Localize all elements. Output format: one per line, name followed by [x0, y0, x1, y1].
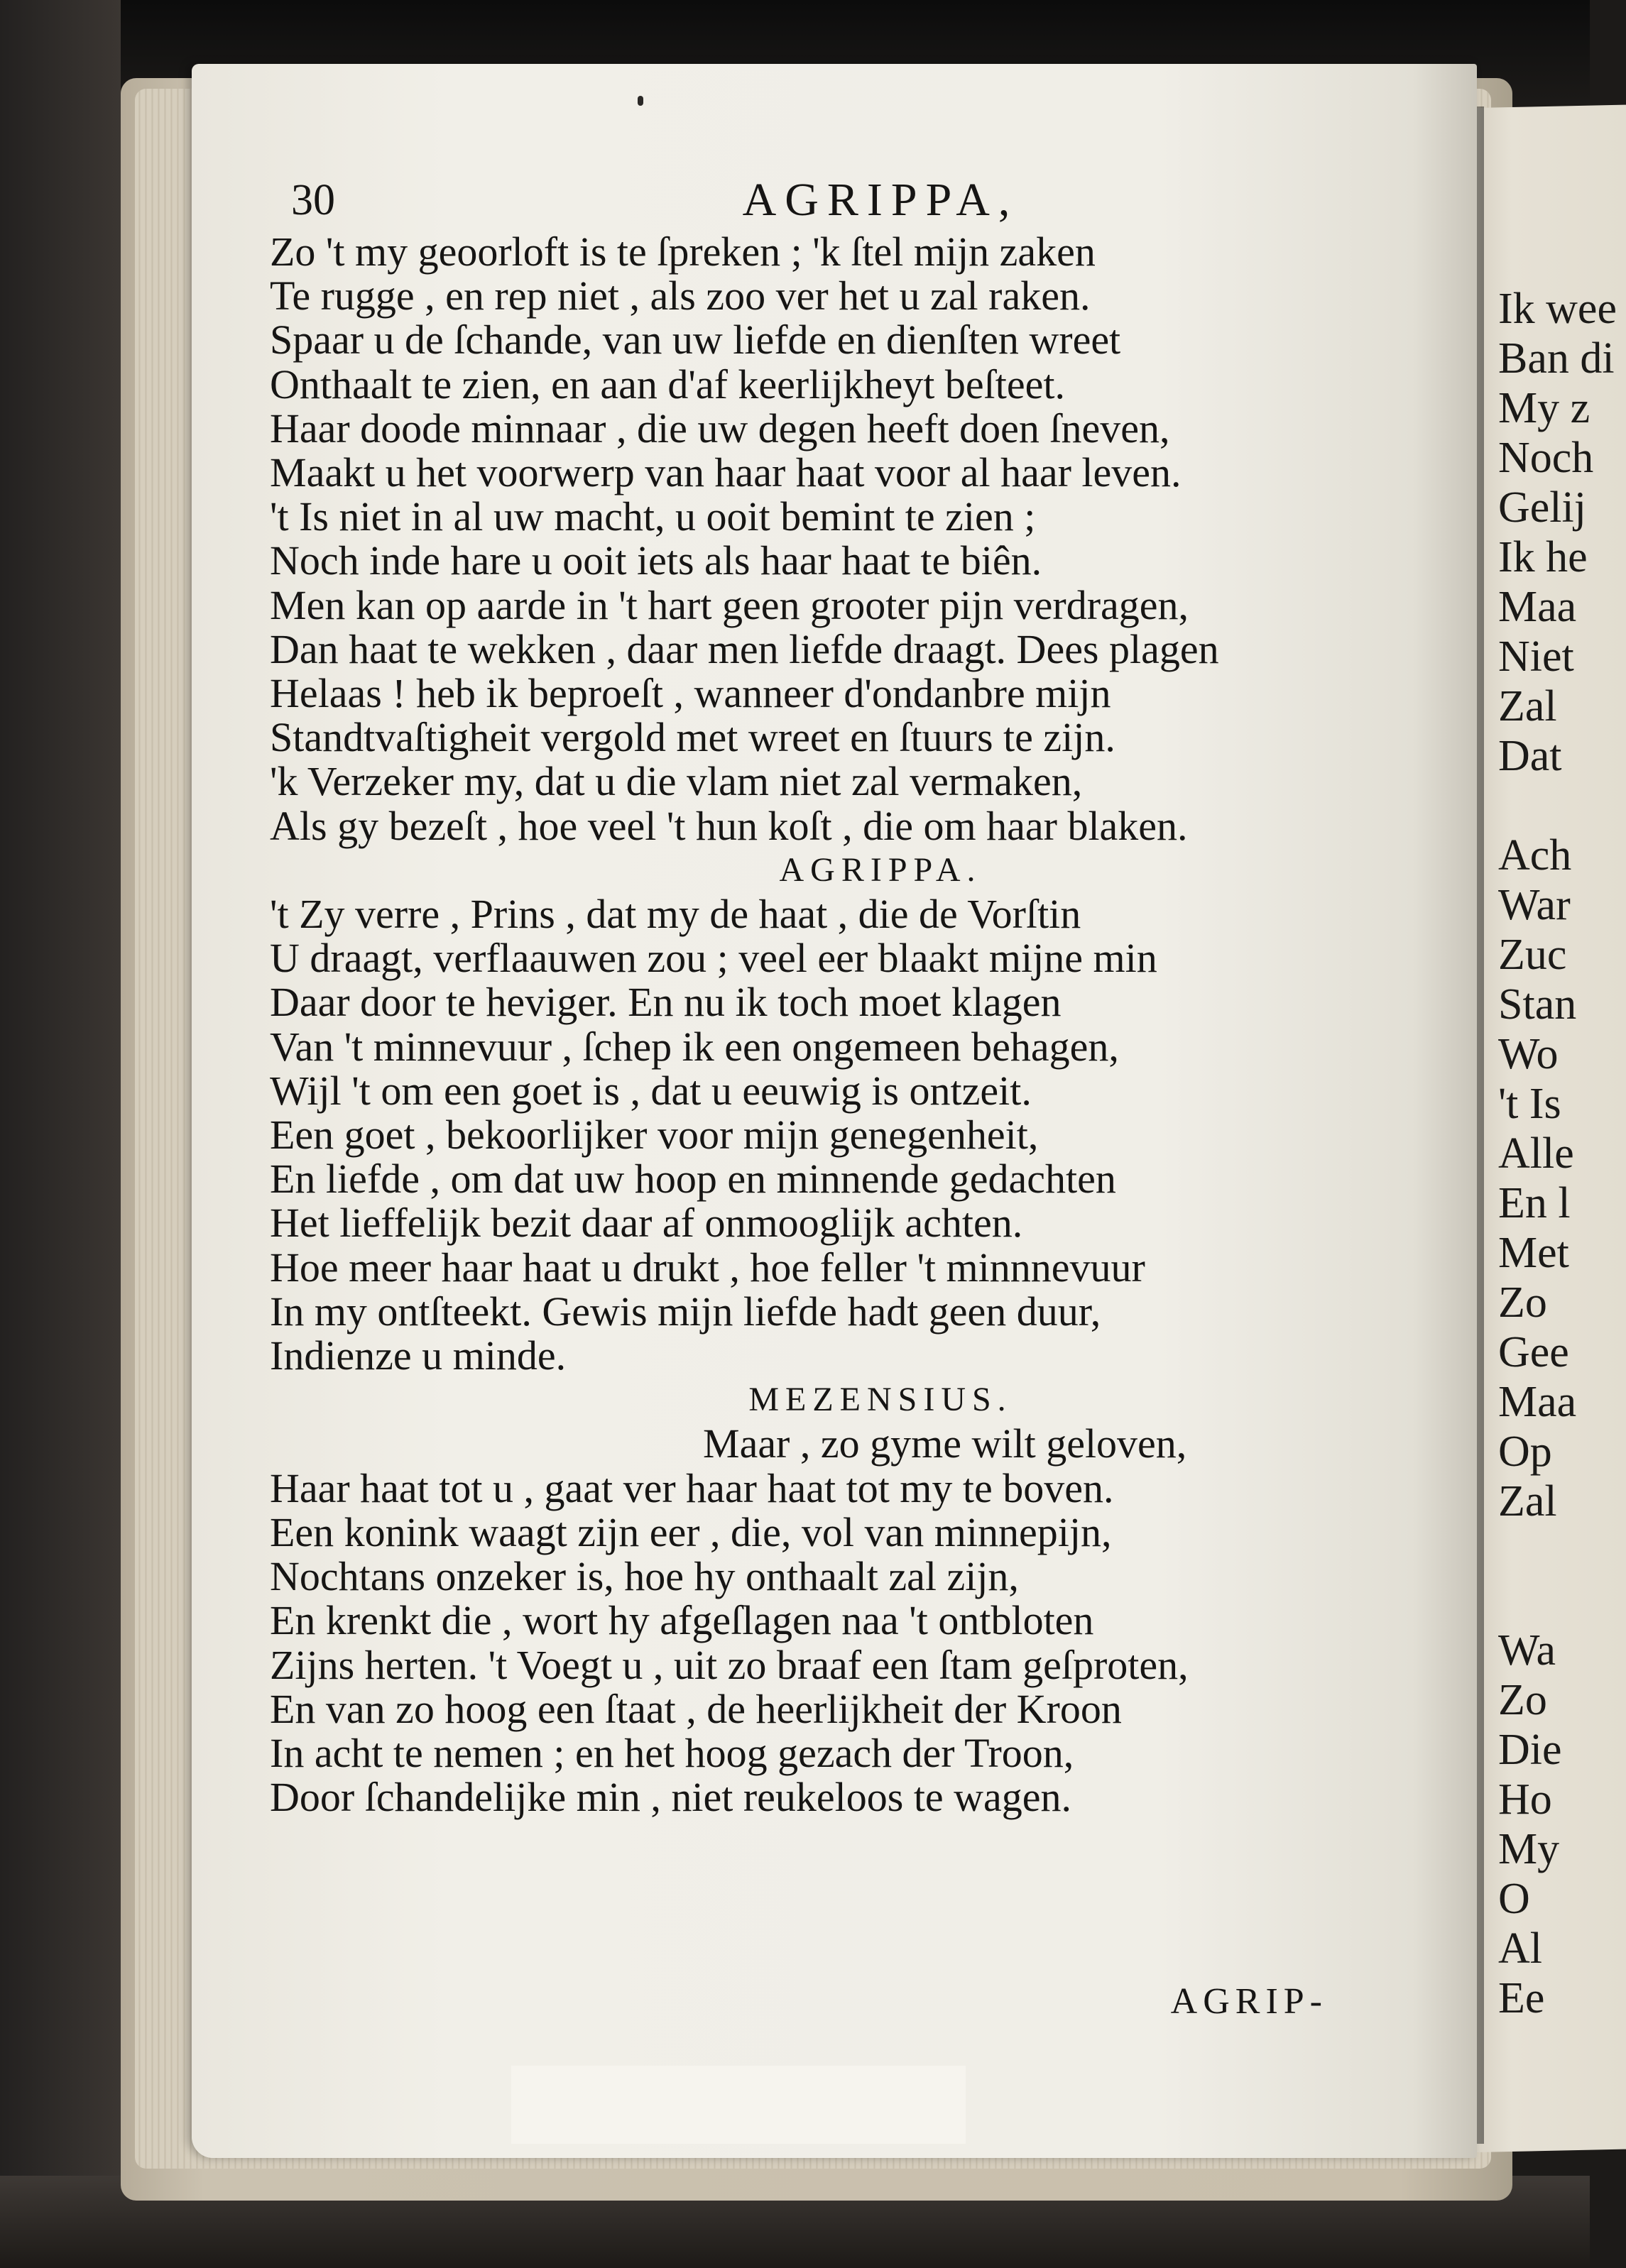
- facing-page-fragment: My: [1498, 1825, 1560, 1873]
- facing-page-fragment: Maa: [1498, 1378, 1577, 1426]
- facing-page-fragment: Met: [1498, 1229, 1569, 1277]
- page-number: 30: [291, 176, 335, 224]
- verse-line: In acht te nemen ; en het hoog gezach der Troon,: [270, 1729, 1074, 1776]
- verse-line: Te rugge , en rep niet , als zoo ver het u zal raken.: [270, 273, 1091, 319]
- verse-line: Onthaalt te zien, en aan d'af keerlijkheyt beſteet.: [270, 361, 1065, 407]
- verse-line: Maar , zo gyme wilt geloven,: [703, 1420, 1187, 1467]
- facing-page-fragment: En l: [1498, 1179, 1571, 1227]
- verse-block-2: [270, 892, 1434, 1378]
- facing-page-fragment: Zo: [1498, 1278, 1547, 1327]
- facing-page-text: [1498, 284, 1617, 2022]
- facing-page-fragment: Zal: [1498, 682, 1557, 730]
- ink-dot: [638, 96, 643, 106]
- verse-block-3: [270, 1464, 1434, 1821]
- verse-line: Helaas ! heb ik beproeſt , wanneer d'ondanbre mijn: [270, 670, 1111, 717]
- verse-line: Daar door te heviger. En nu ik toch moet klagen: [270, 979, 1062, 1026]
- verse-line: Dan haat te wekken , daar men liefde draagt. Dees plagen: [270, 625, 1219, 672]
- facing-page-fragment: Ach: [1498, 831, 1572, 880]
- running-head: [270, 170, 1434, 230]
- facing-page-fragment: Gee: [1498, 1328, 1569, 1376]
- facing-page-fragment: Dat: [1498, 732, 1562, 780]
- facing-page-fragment: Zo: [1498, 1676, 1547, 1724]
- speaker-mezensius: MEZENSIUS.: [748, 1381, 1013, 1419]
- facing-page-fragment: Wo: [1498, 1030, 1559, 1078]
- verse-line: Maakt u het voorwerp van haar haat voor al haar leven.: [270, 449, 1182, 496]
- facing-page-fragment: Alle: [1498, 1129, 1574, 1178]
- running-title: AGRIPPA,: [742, 174, 1019, 226]
- facing-page-fragment: [1498, 781, 1590, 831]
- verse-line: Een konink waagt zijn eer , die, vol van minnepijn,: [270, 1508, 1112, 1555]
- verse-block-1: [270, 230, 1434, 848]
- verse-line: Men kan op aarde in 't hart geen grooter pijn verdragen,: [270, 581, 1189, 628]
- facing-page-fragment: [1498, 1526, 1590, 1576]
- verse-line: In my ontſteekt. Gewis mijn liefde hadt geen duur,: [270, 1288, 1101, 1335]
- facing-page-fragment: Zuc: [1498, 931, 1567, 979]
- facing-page-fragment: Stan: [1498, 980, 1577, 1029]
- paper-label-strip: [511, 2066, 966, 2144]
- verse-line: Standtvaſtigheit vergold met wreet en ſtuurs te zijn.: [270, 714, 1115, 761]
- facing-page-fragment: Ik wee: [1498, 285, 1617, 333]
- verse-line: Zo 't my geoorloft is te ſpreken ; 'k ſtel mijn zaken: [270, 229, 1096, 275]
- verse-line: 't Is niet in al uw macht, u ooit bemint te zien ;: [270, 493, 1036, 540]
- verse-line: Zijns herten. 't Voegt u , uit zo braaf een ſtam geſproten,: [270, 1641, 1189, 1688]
- verse-line: Noch inde hare u ooit iets als haar haat te biên.: [270, 537, 1042, 584]
- table-surface-left: [0, 0, 121, 2268]
- left-page: [192, 64, 1477, 2158]
- facing-page-fragment: O: [1498, 1875, 1530, 1923]
- facing-page-fragment: [1498, 1576, 1590, 1626]
- page-text: [270, 170, 1434, 1819]
- verse-line: Als gy bezeſt , hoe veel 't hun koſt , die om haar blaken.: [270, 802, 1188, 849]
- verse-line: En liefde , om dat uw hoop en minnende gedachten: [270, 1156, 1116, 1203]
- verse-line: Haar doode minnaar , die uw degen heeft doen ſneven,: [270, 405, 1170, 451]
- verse-line: En krenkt die , wort hy afgeſlagen naa 't ontbloten: [270, 1597, 1094, 1644]
- verse-line: Spaar u de ſchande, van uw liefde en dienſten wreet: [270, 317, 1121, 363]
- verse-line: Hoe meer haar haat u drukt , hoe feller 't minnnevuur: [270, 1244, 1145, 1291]
- facing-page-fragment: 't Is: [1498, 1080, 1561, 1128]
- facing-page-fragment: Al: [1498, 1924, 1542, 1973]
- facing-page-fragment: Op: [1498, 1428, 1552, 1476]
- speaker-agrippa: AGRIPPA.: [779, 850, 982, 889]
- facing-page-fragment: Zal: [1498, 1477, 1557, 1525]
- verse-line: En van zo hoog een ſtaat , de heerlijkheit der Kroon: [270, 1685, 1122, 1732]
- verse-line: U draagt, verflaauwen zou ; veel eer blaakt mijne min: [270, 935, 1157, 982]
- facing-page-fragment: War: [1498, 881, 1571, 929]
- facing-page-fragment: Ban di: [1498, 334, 1615, 383]
- catchword: AGRIP-: [1170, 1981, 1328, 2022]
- facing-page-fragment: Wa: [1498, 1626, 1556, 1675]
- facing-page-fragment: Gelij: [1498, 483, 1586, 532]
- verse-line: Haar haat tot u , gaat ver haar haat tot my te boven.: [270, 1464, 1114, 1511]
- facing-page-fragment: My z: [1498, 384, 1590, 432]
- verse-line: Het lieffelijk bezit daar af onmooglijk achten.: [270, 1200, 1023, 1247]
- facing-page-fragment: Ee: [1498, 1974, 1545, 2022]
- verse-line: Indienze u minde.: [270, 1332, 567, 1379]
- verse-line: Van 't minnevuur , ſchep ik een ongemeen behagen,: [270, 1023, 1119, 1070]
- facing-page-fragment: Ik he: [1498, 533, 1588, 581]
- facing-page-fragment: Niet: [1498, 632, 1574, 681]
- verse-line: Een goet , bekoorlijker voor mijn genegenheit,: [270, 1112, 1039, 1158]
- verse-line: Nochtans onzeker is, hoe hy onthaalt zal zijn,: [270, 1553, 1019, 1600]
- verse-line: 'k Verzeker my, dat u die vlam niet zal vermaken,: [270, 758, 1083, 805]
- verse-line: Wijl 't om een goet is , dat u eeuwig is ontzeit.: [270, 1067, 1032, 1114]
- facing-page-fragment: Ho: [1498, 1775, 1552, 1824]
- facing-page-fragment: Noch: [1498, 434, 1594, 482]
- verse-line: 't Zy verre , Prins , dat my de haat , die de Vorſtin: [270, 891, 1081, 938]
- facing-page-fragment: Die: [1498, 1726, 1562, 1774]
- verse-line: Door ſchandelijke min , niet reukeloos te wagen.: [270, 1774, 1072, 1821]
- facing-page-fragment: Maa: [1498, 583, 1577, 631]
